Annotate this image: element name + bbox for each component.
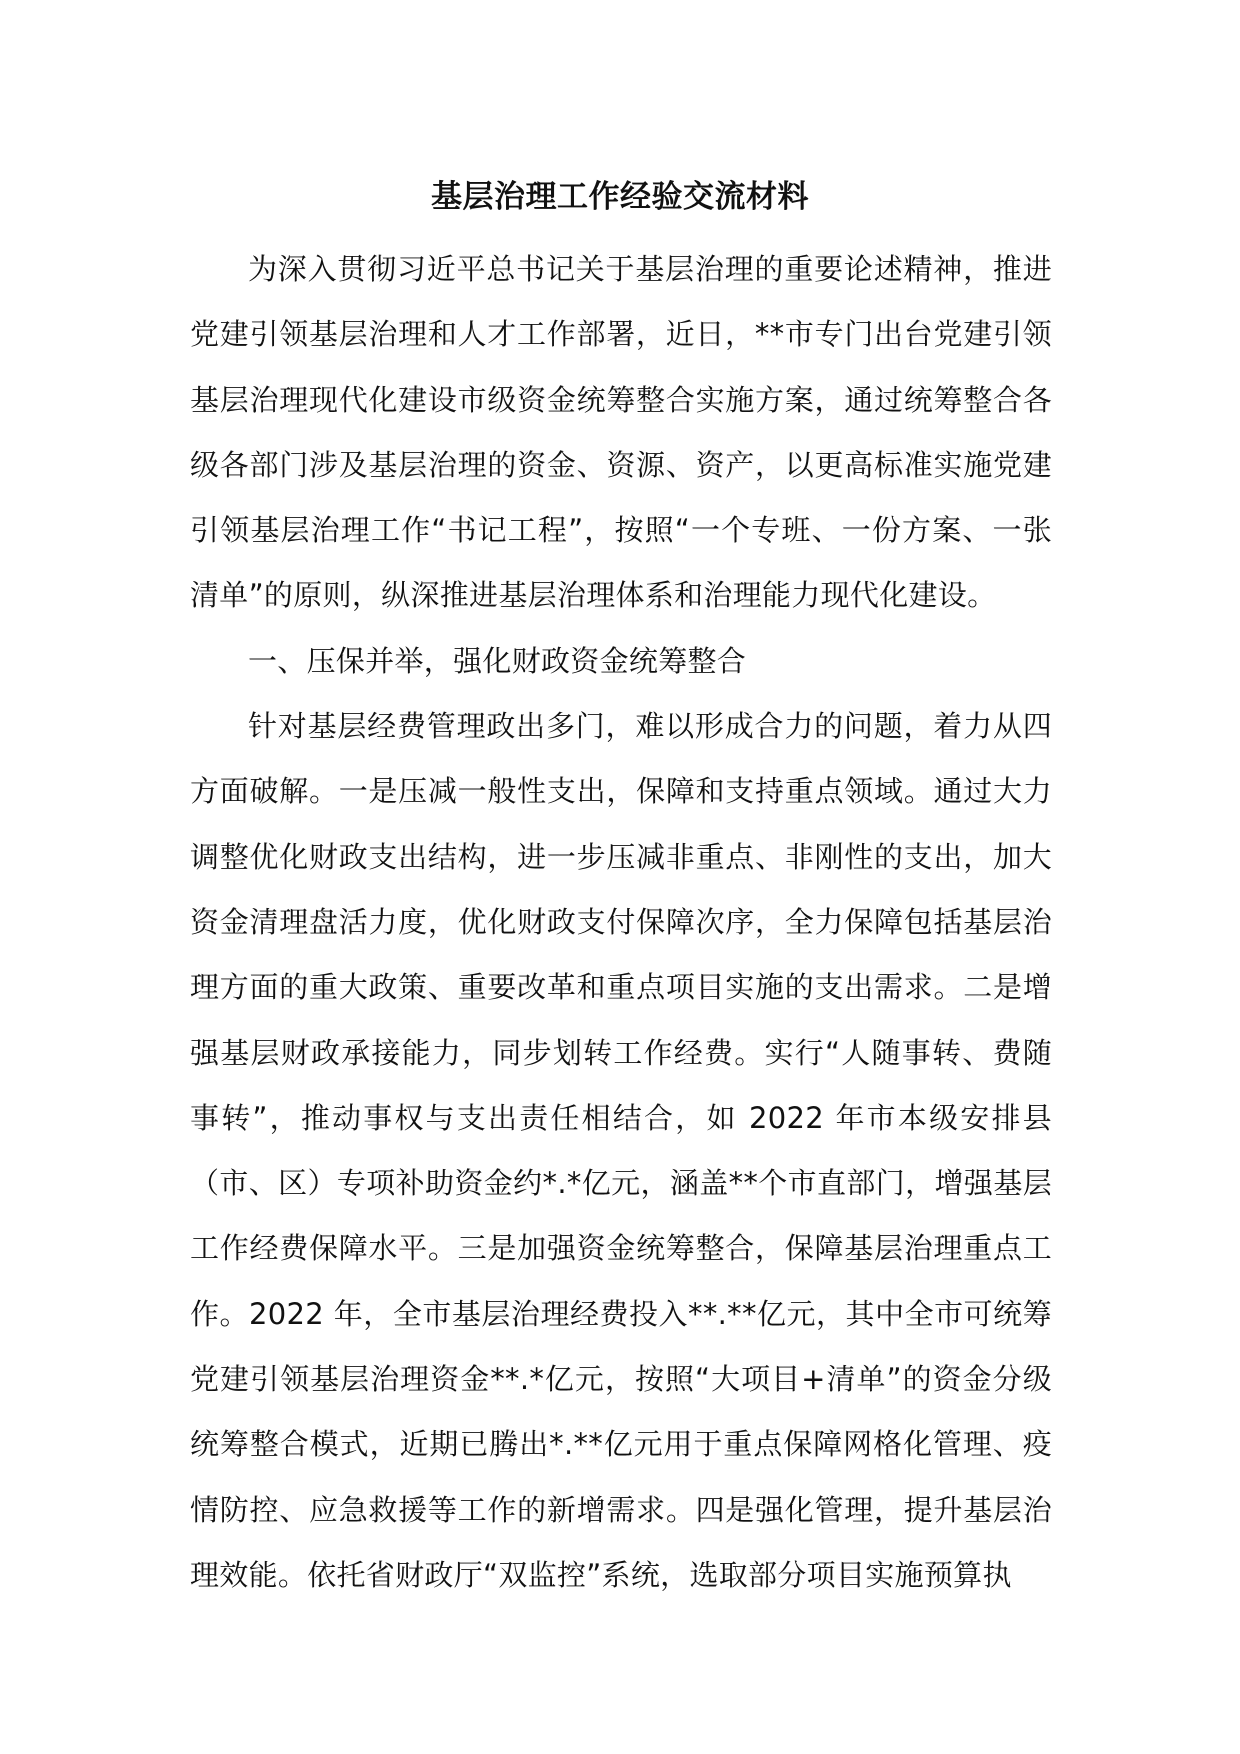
- document-title: 基层治理工作经验交流材料: [431, 179, 809, 215]
- document-body: [190, 237, 1052, 1608]
- paragraph-intro: 为深入贯彻习近平总书记关于基层治理的重要论述精神，推进党建引领基层治理和人才工作部署，近日，**市专门出台党建引领基层治理现代化建设市级资金统筹整合实施方案，通过统筹整合各级各部门涉及基层治理的资金、资源、资产，以更高标准实施党建引领基层治理工作“书记工程”，按照“一个专班、一份方案、一张清单”的原则，纵深推进基层治理体系和治理能力现代化建设。: [190, 252, 1052, 613]
- section-heading-1: 一、压保并举，强化财政资金统筹整合: [248, 643, 747, 678]
- paragraph-section-1: 针对基层经费管理政出多门，难以形成合力的问题，着力从四方面破解。一是压减一般性支出，保障和支持重点领域。通过大力调整优化财政支出结构，进一步压减非重点、非刚性的支出，加大资金清理盘活力度，优化财政支付保障次序，全力保障包括基层治理方面的重大政策、重要改革和重点项目实施的支出需求。二是增强基层财政承接能力，同步划转工作经费。实行“人随事转、费随事转”，推动事权与支出责任相结合，如 2022 年市本级安排县（市、区）专项补助资金约*.*亿元，涵盖**个市直部门，增强基层工作经费保障水平。三是加强资金统筹整合，保障基层治理重点工作。2022 年，全市基层治理经费投入**.**亿元，其中全市可统筹党建引领基层治理资金**.*亿元，按照“大项目+清单”的资金分级统筹整合模式，近期已腾出*.**亿元用于重点保障网格化管理、疫情防控、应急救援等工作的新增需求。四是强化管理，提升基层治理效能。依托省财政厅“双监控”系统，选取部分项目实施预算执: [190, 709, 1052, 1592]
